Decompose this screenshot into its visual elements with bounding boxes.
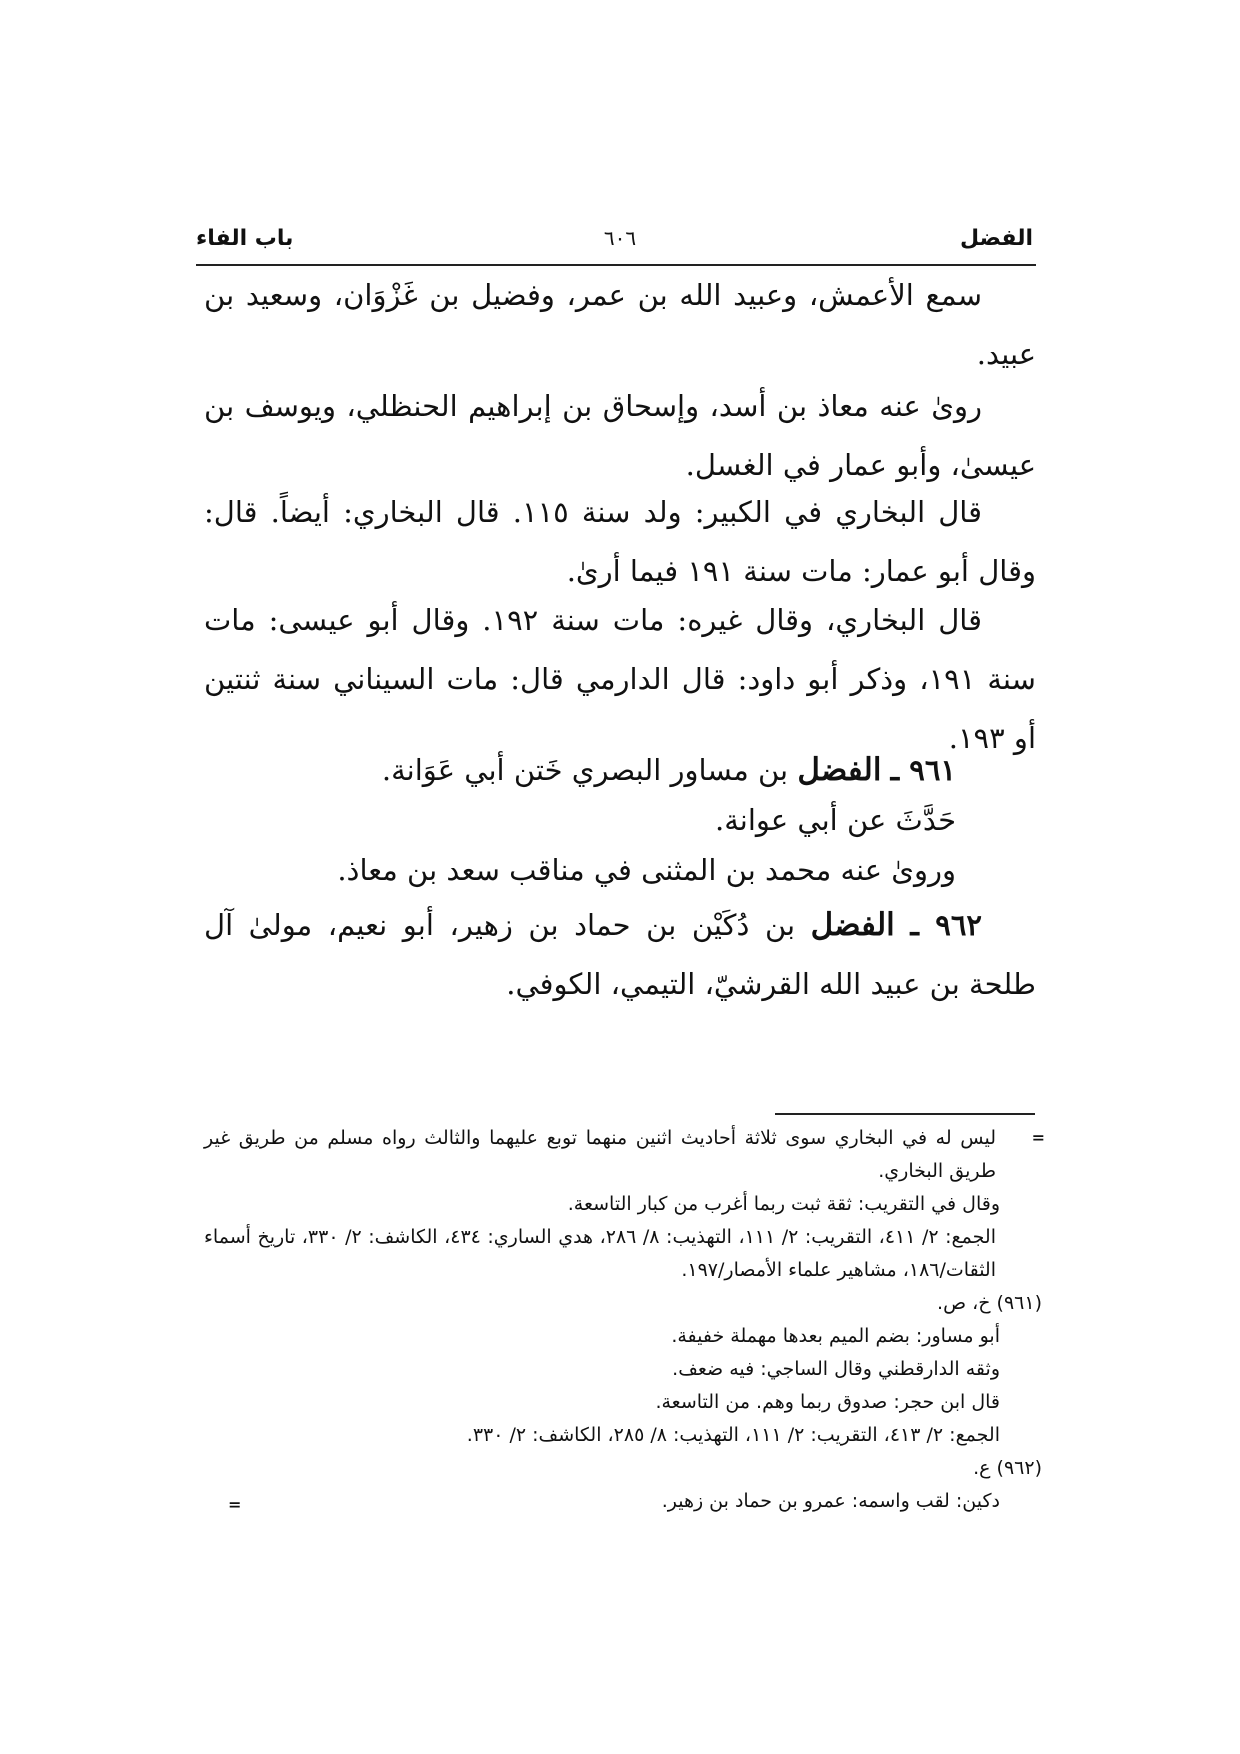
entry-962-text xyxy=(204,896,1036,1014)
paragraph-text: سمع الأعمش، وعبيد الله بن عمر، وفضيل بن غَزْوَان، وسعيد بن عبيد. xyxy=(204,278,1036,371)
paragraph-death xyxy=(204,591,1036,768)
entry-lineage: بن دُكَيْن بن حماد بن زهير، أبو نعيم، مولىٰ آل طلحة بن عبيد الله القرشيّ، التيمي، الكوفي. xyxy=(204,908,1036,1001)
paragraph-heard-from xyxy=(204,266,1036,384)
footnote-961-line: وثقه الدارقطني وقال الساجي: فيه ضعف. xyxy=(672,1358,1000,1380)
footnote-962-tag: (٩٦٢) ع. xyxy=(973,1457,1042,1479)
running-head-entry: الفضل xyxy=(960,226,1033,251)
footnote-961-line: قال ابن حجر: صدوق ربما وهم. من التاسعة. xyxy=(655,1391,1000,1413)
footnote-rule xyxy=(775,1113,1035,1115)
entry-961-title xyxy=(204,745,956,795)
page-number: ٦٠٦ xyxy=(603,226,637,250)
entry-number: ٩٦١ ـ xyxy=(890,753,956,787)
entry-961 xyxy=(204,745,956,895)
paragraph-text: رویٰ عنه معاذ بن أسد، وإسحاق بن إبراهيم الحنظلي، ويوسف بن عيسىٰ، وأبو عمار في الغسل. xyxy=(204,389,1036,482)
entry-name: الفضل xyxy=(810,907,895,943)
entry-961-line2: حَدَّثَ عن أبي عوانة. xyxy=(715,803,956,837)
running-head-chapter: باب الفاء xyxy=(196,226,294,251)
continuation-mark: = xyxy=(228,1495,241,1514)
entry-lineage: بن مساور البصري خَتن أبي عَوَانة. xyxy=(381,753,798,787)
footnote-961-tag: (٩٦١) خ، ص. xyxy=(937,1292,1042,1314)
footnote-961-line: الجمع: ٢/ ٤١٣، التقريب: ٢/ ١١١، التهذيب: ٨/ ٢٨٥، الكاشف: ٢/ ٣٣٠. xyxy=(466,1424,1000,1446)
footnote-962-line: دكين: لقب واسمه: عمرو بن حماد بن زهير. xyxy=(661,1490,1000,1512)
footnote-961-line: أبو مساور: بضم الميم بعدها مهملة خفيفة. xyxy=(671,1325,1000,1347)
paragraph-narrated-by xyxy=(204,377,1036,495)
entry-number: ٩٦٢ ـ xyxy=(910,908,982,942)
footnote-prev-1: ليس له في البخاري سوى ثلاثة أحاديث اثنين منهما توبع عليهما والثالث رواه مسلم من طريق غير طريق البخاري. xyxy=(204,1127,996,1182)
paragraph-text: قال البخاري، وقال غيره: مات سنة ١٩٢. وقال أبو عيسى: مات سنة ١٩١، وذكر أبو داود: قال الدارمي قال: مات السيناني سنة ثنتين أو ١٩٣. xyxy=(204,603,1036,755)
entry-name: الفضل xyxy=(797,752,882,788)
entry-962 xyxy=(204,896,1036,1014)
continuation-mark: = xyxy=(1031,1128,1044,1147)
footnote-prev-3: الجمع: ٢/ ٤١١، التقريب: ٢/ ١١١، التهذيب: ٨/ ٢٨٦، هدي الساري: ٤٣٤، الكاشف: ٢/ ٣٣٠، تاريخ أسماء الثقات/١٨٦، مشاهير علماء الأمصار/١٩٧. xyxy=(204,1226,996,1281)
entry-961-line3: ورویٰ عنه محمد بن المثنى في مناقب سعد بن معاذ. xyxy=(337,853,956,887)
paragraph-born xyxy=(204,483,1036,601)
footnote-prev-2: وقال في التقريب: ثقة ثبت ربما أغرب من كبار التاسعة. xyxy=(567,1193,1000,1215)
paragraph-text: قال البخاري في الكبير: ولد سنة ١١٥. قال البخاري: أيضاً. قال: وقال أبو عمار: مات سنة ١٩١ فيما أرىٰ. xyxy=(204,495,1036,588)
